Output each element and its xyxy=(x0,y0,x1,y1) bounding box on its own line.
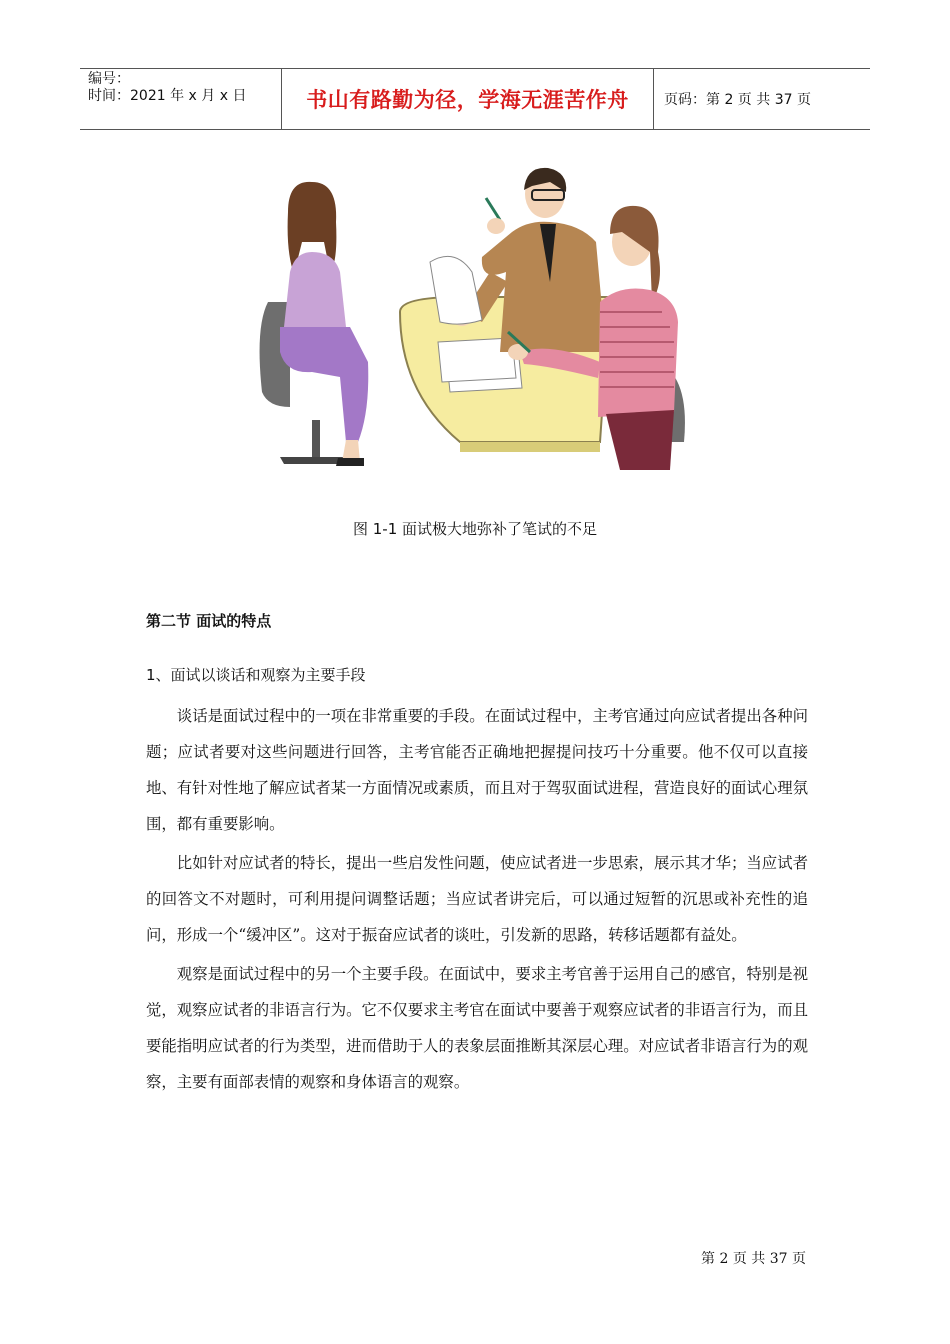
number-label: 编号： xyxy=(88,71,130,87)
page-header xyxy=(80,68,870,130)
paragraph: 谈话是面试过程中的一项在非常重要的手段。在面试过程中，主考官通过向应试者提出各种问题；应试者要对这些问题进行回答，主考官能否正确地把握提问技巧十分重要。他不仅可以直接地、有针对性地了解应试者某一方面情况或素质，而且对于驾驭面试进程，营造良好的面试心理氛围，都有重要影响。 xyxy=(146,707,808,833)
footer-page-number: 第 2 页 共 37 页 xyxy=(701,1251,806,1267)
header-page-number: 页码：第 2 页 共 37 页 xyxy=(664,92,811,108)
section-heading: 第二节 面试的特点 xyxy=(146,612,272,630)
body-text xyxy=(146,698,808,1103)
header-motto: 书山有路勤为径，学海无涯苦作舟 xyxy=(282,69,654,129)
interview-illustration xyxy=(250,152,690,482)
paragraph: 比如针对应试者的特长，提出一些启发性问题，使应试者进一步思索，展示其才华；当应试者的回答文不对题时，可利用提问调整话题；当应试者讲完后，可以通过短暂的沉思或补充性的追问，形成一个“缓冲区”。这对于振奋应试者的谈吐，引发新的思路，转移话题都有益处。 xyxy=(146,854,808,944)
figure-caption: 图 1-1 面试极大地弥补了笔试的不足 xyxy=(352,520,598,538)
paragraph: 观察是面试过程中的另一个主要手段。在面试中，要求主考官善于运用自己的感官，特别是视觉，观察应试者的非语言行为。它不仅要求主考官在面试中要善于观察应试者的非语言行为，而且要能指明应试者的行为类型，进而借助于人的表象层面推断其深层心理。对应试者非语言行为的观察，主要有面部表情的观察和身体语言的观察。 xyxy=(146,965,808,1091)
item-heading: 1、面试以谈话和观察为主要手段 xyxy=(146,666,366,684)
time-label: 时间：2021 年 x 月 x 日 xyxy=(88,88,247,104)
header-meta xyxy=(80,69,282,129)
